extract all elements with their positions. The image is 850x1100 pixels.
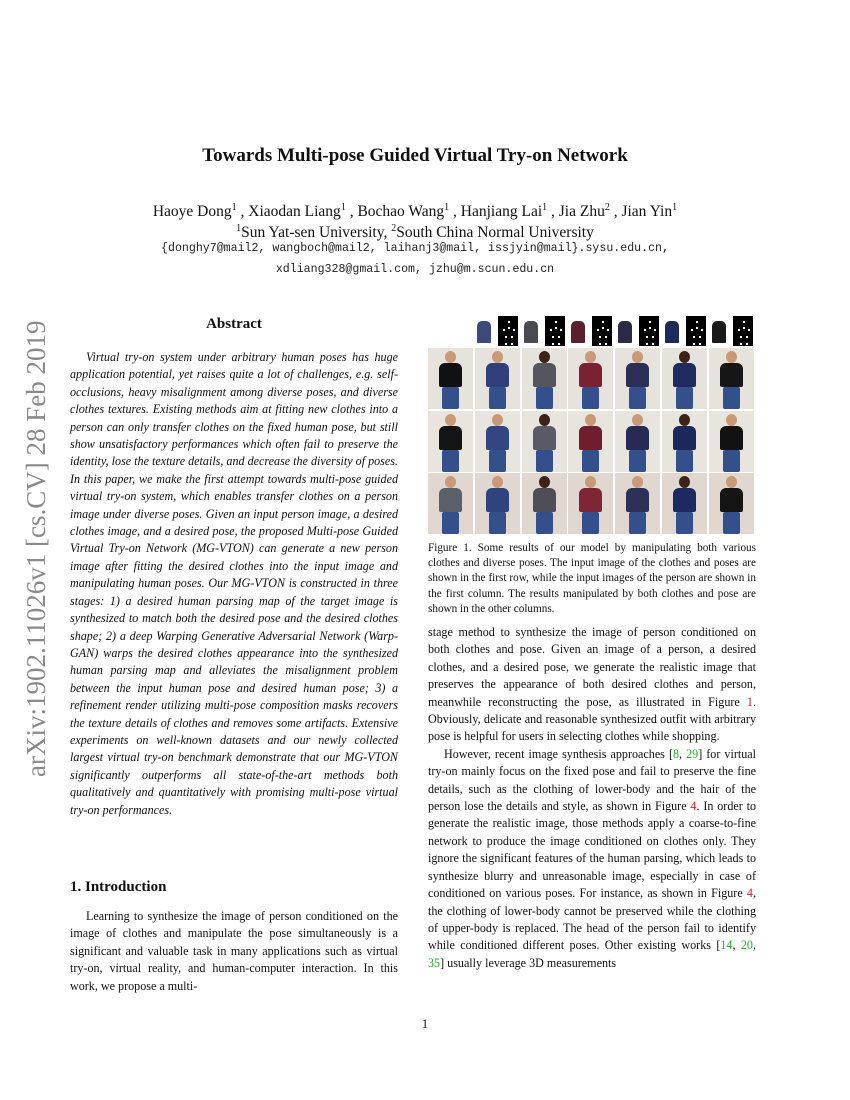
result-image-cell (709, 348, 754, 409)
person-legs (442, 387, 459, 409)
person-head (539, 476, 550, 488)
citation-link[interactable]: 20 (740, 938, 753, 953)
p2-text-c: . In order to generate the realistic image, those methods apply a coarse-to-fine network to produce the image conditioned on clothes only. They ignore the significant features of the human parsing, which leads to synthesize blurry and unreasonable image, especially in case of conditioned on various poses. For instance, as shown in Figure (428, 799, 757, 901)
person-head (585, 414, 596, 426)
figure-1 (428, 316, 756, 538)
person-top (720, 426, 743, 450)
person-head (679, 351, 690, 363)
person-head (632, 414, 643, 426)
person-legs (442, 450, 459, 472)
pose-keypoint (508, 327, 510, 329)
pose-keypoint (693, 343, 695, 345)
person-legs (676, 450, 693, 472)
aff-mark-1: 1 (236, 223, 242, 234)
person-top (439, 488, 462, 512)
pose-keypoint (652, 343, 654, 345)
citation-link[interactable]: 29 (686, 746, 699, 761)
person-top (673, 426, 696, 450)
person-top (579, 426, 602, 450)
citation-link[interactable]: 8 (672, 746, 680, 761)
pose-keypoint (605, 343, 607, 345)
pose-keypoint (513, 329, 515, 331)
person-legs (536, 450, 553, 472)
person-legs (676, 512, 693, 534)
page-number: 1 (421, 1017, 429, 1031)
shirt-shape (571, 321, 585, 343)
pose-keypoint (746, 336, 748, 338)
person-top (579, 488, 602, 512)
figure-ref-link[interactable]: 4 (746, 886, 753, 901)
pose-keypoint (508, 321, 510, 323)
pose-keypoint (505, 343, 507, 345)
person-top (673, 488, 696, 512)
aff-mark-2: 2 (391, 223, 397, 234)
shirt-shape (665, 321, 679, 343)
p1-text-a: stage method to synthesize the image of person conditioned on both clothes and pose. Given an image of a person, a desired clothes, and a desired pose, we generate the realistic image that preserves the appearance of both desired clothes and person, meanwhile reconstructing the pose, as illustrated in Figure (428, 625, 756, 709)
affiliations (60, 219, 770, 243)
person-legs (629, 450, 646, 472)
figure-ref-link[interactable]: 4 (690, 799, 697, 814)
author-name: Hanjiang Lai (460, 203, 543, 221)
author-affiliation-mark: 2 (604, 202, 610, 213)
citation-link[interactable]: 14 (720, 938, 733, 953)
person-top (626, 488, 649, 512)
pose-keypoint (550, 329, 552, 331)
person-legs (723, 387, 740, 409)
person-head (445, 414, 456, 426)
clothes-thumb (521, 316, 541, 346)
person-head (492, 476, 503, 488)
person-head (492, 351, 503, 363)
affiliation-2: South China Normal University (396, 224, 594, 242)
pose-keypoint (511, 343, 513, 345)
pose-keypoint (602, 321, 604, 323)
person-top (626, 363, 649, 387)
email-line-2: xdliang328@gmail.com, jzhu@m.scun.edu.cn (275, 263, 555, 276)
author-affiliation-mark: 1 (444, 202, 450, 213)
person-legs (723, 450, 740, 472)
pose-keypoint (558, 343, 560, 345)
pose-skeleton-thumb (733, 316, 753, 346)
pose-keypoint (748, 329, 750, 331)
author-name: Xiaodan Liang (248, 203, 341, 221)
person-top (439, 426, 462, 450)
author-affiliation-mark: 1 (231, 202, 237, 213)
pose-skeleton-thumb (686, 316, 706, 346)
introduction-heading: 1. Introduction (70, 879, 167, 895)
person-head (726, 351, 737, 363)
pose-keypoint (605, 336, 607, 338)
pose-keypoint (602, 327, 604, 329)
person-head (679, 414, 690, 426)
pose-skeleton-thumb (545, 316, 565, 346)
person-top (673, 363, 696, 387)
pose-keypoint (649, 327, 651, 329)
p2-sep: , (752, 938, 756, 953)
person-top (486, 488, 509, 512)
pose-keypoint (743, 321, 745, 323)
pose-keypoint (746, 343, 748, 345)
citation-link[interactable]: 35 (428, 955, 441, 970)
result-image-cell (522, 348, 567, 409)
person-top (533, 363, 556, 387)
author-affiliation-mark: 1 (672, 202, 678, 213)
person-head (726, 476, 737, 488)
pose-keypoint (696, 321, 698, 323)
person-top (533, 426, 556, 450)
pose-keypoint (696, 327, 698, 329)
author-affiliation-mark: 1 (542, 202, 548, 213)
pose-keypoint (740, 336, 742, 338)
result-image-cell (475, 348, 520, 409)
figure-1-caption: Figure 1. Some results of our model by manipulating both various clothes and diverse poses. The input image of the clothes and poses are shown in the first row, while the input images of the person are shown in the first column. The results manipulated by both clothes and pose are shown in the other columns. (428, 542, 756, 615)
pose-keypoint (597, 329, 599, 331)
author-separator: , (609, 203, 622, 221)
author-name: Jia Zhu (558, 203, 605, 221)
pose-keypoint (652, 336, 654, 338)
result-image-cell (568, 473, 613, 534)
author-separator: , (547, 203, 559, 221)
clothes-thumb (709, 316, 729, 346)
result-image-cell (568, 411, 613, 472)
person-legs (629, 387, 646, 409)
result-image-cell (662, 473, 707, 534)
affiliation-1: Sun Yat-sen University, (241, 224, 392, 242)
author-name: Bochao Wang (357, 203, 445, 221)
email-line-1: {donghy7@mail2, wangboch@mail2, laihanj3@mail, issjyin@mail}.sysu.edu.cn, (161, 242, 669, 255)
person-top (626, 426, 649, 450)
p2-sep: , (732, 938, 741, 953)
figure-input-row (474, 316, 756, 348)
person-head (585, 351, 596, 363)
pose-keypoint (552, 336, 554, 338)
pose-keypoint (560, 329, 562, 331)
pose-keypoint (691, 329, 693, 331)
pose-keypoint (511, 336, 513, 338)
person-head (679, 476, 690, 488)
pose-skeleton-thumb (639, 316, 659, 346)
p2-text-a: However, recent image synthesis approaches [ (444, 746, 673, 761)
clothes-thumb (474, 316, 494, 346)
shirt-shape (712, 321, 726, 343)
figure-result-grid (428, 348, 756, 536)
result-image-cell (662, 348, 707, 409)
p1-text-b: . Obviously, delicate and reasonable synthesized outfit with arbitrary pose is helpful for users in selecting clothes while shopping. (428, 694, 756, 744)
p2-text-d: , the clothing of lower-body cannot be preserved while the clothing of upper-body is replaced. The head of the person fail to identify while conditioned different poses. Other existing works [ (428, 886, 756, 953)
pose-keypoint (740, 343, 742, 345)
right-column-text (428, 624, 756, 972)
author-affiliation-mark: 1 (340, 202, 346, 213)
result-image-cell (522, 411, 567, 472)
p2-text-b: ] for virtual try-on mainly focus on the fixed pose and fail to preserve the fine details, such as the clothing of lower-body and the hair of the person lose the details and style, as shown in Figure (428, 746, 757, 814)
paragraph-1 (428, 624, 756, 746)
person-head (632, 476, 643, 488)
person-legs (489, 512, 506, 534)
person-top (486, 426, 509, 450)
person-legs (723, 512, 740, 534)
person-legs (582, 512, 599, 534)
result-image-cell (662, 411, 707, 472)
pose-keypoint (699, 343, 701, 345)
person-head (492, 414, 503, 426)
paragraph-2 (428, 746, 756, 972)
clothes-thumb (662, 316, 682, 346)
author-separator: , (449, 203, 461, 221)
figure-ref-link[interactable]: 1 (746, 694, 753, 709)
pose-keypoint (599, 343, 601, 345)
pose-keypoint (654, 329, 656, 331)
pose-keypoint (552, 343, 554, 345)
paper-title: Towards Multi-pose Guided Virtual Try-on Network (202, 145, 628, 166)
person-legs (536, 387, 553, 409)
p2-text-e: ] usually leverage 3D measurements (440, 955, 617, 970)
person-legs (582, 450, 599, 472)
result-image-cell (475, 411, 520, 472)
result-image-cell (568, 348, 613, 409)
author-separator: , (345, 203, 358, 221)
person-head (585, 476, 596, 488)
pose-keypoint (693, 336, 695, 338)
person-top (720, 488, 743, 512)
person-top (579, 363, 602, 387)
person-legs (629, 512, 646, 534)
person-head (632, 351, 643, 363)
result-image-cell (428, 411, 473, 472)
pose-keypoint (738, 329, 740, 331)
pose-keypoint (555, 321, 557, 323)
pose-keypoint (607, 329, 609, 331)
pose-keypoint (646, 343, 648, 345)
person-head (539, 414, 550, 426)
abstract-heading: Abstract (206, 316, 262, 332)
person-legs (676, 387, 693, 409)
pose-keypoint (699, 336, 701, 338)
person-legs (536, 512, 553, 534)
person-top (439, 363, 462, 387)
person-head (539, 351, 550, 363)
p2-sep: , (679, 746, 687, 761)
result-image-cell (709, 473, 754, 534)
person-legs (489, 450, 506, 472)
pose-keypoint (646, 336, 648, 338)
author-separator: , (236, 203, 249, 221)
person-legs (442, 512, 459, 534)
pose-skeleton-thumb (498, 316, 518, 346)
person-head (445, 476, 456, 488)
clothes-thumb (568, 316, 588, 346)
shirt-shape (524, 321, 538, 343)
pose-keypoint (599, 336, 601, 338)
result-image-cell (475, 473, 520, 534)
pose-skeleton-thumb (592, 316, 612, 346)
result-image-cell (615, 411, 660, 472)
pose-keypoint (558, 336, 560, 338)
person-top (486, 363, 509, 387)
pose-keypoint (555, 327, 557, 329)
result-image-cell (522, 473, 567, 534)
shirt-shape (477, 321, 491, 343)
result-image-cell (428, 348, 473, 409)
pose-keypoint (701, 329, 703, 331)
pose-keypoint (503, 329, 505, 331)
clothes-thumb (615, 316, 635, 346)
result-image-cell (709, 411, 754, 472)
result-image-cell (615, 348, 660, 409)
abstract-text: Virtual try-on system under arbitrary human poses has huge application potential, yet raises quite a lot of challenges, e.g. self-occlusions, heavy misalignment among diverse poses, and diverse clothes textures. Existing methods aim at fitting new clothes into a person can only transfer clothes on the fixed human pose, but still show unsatisfactory performances which often fail to preserve the identity, lose the texture details, and decrease the diversity of poses. In this paper, we make the first attempt towards multi-pose guided virtual try-on system, which enables transfer clothes on a person image under diverse poses. Given an input person image, a desired clothes image, and a desired pose, the proposed Multi-pose Guided Virtual Try-on Network (MG-VTON) can generate a new person image after fitting the desired clothes into the input image and manipulating human poses. Our MG-VTON is constructed in three stages: 1) a desired human parsing map of the target image is synthesized to match both the desired pose and the desired clothes shape; 2) a deep Warping Generative Adversarial Network (Warp-GAN) warps the desired clothes appearance into the synthesized human parsing map and alleviates the misalignment problem between the input human pose and desired human pose; 3) a refinement render utilizing multi-pose composition masks recovers the texture details of clothes and removes some artifacts. Extensive experiments on well-known datasets and our newly collected largest virtual try-on benchmark demonstrate that our MG-VTON significantly outperforms all state-of-the-art methods both qualitatively and quantitatively with promising multi-pose virtual try-on performances. (70, 350, 398, 817)
pose-keypoint (505, 336, 507, 338)
person-head (726, 414, 737, 426)
person-legs (582, 387, 599, 409)
author-name: Haoye Dong (152, 203, 232, 221)
author-name: Jian Yin (621, 203, 673, 221)
shirt-shape (618, 321, 632, 343)
person-head (445, 351, 456, 363)
pose-keypoint (743, 327, 745, 329)
introduction-text: Learning to synthesize the image of person conditioned on the image of clothes and manipulate the pose simultaneously is a significant and valuable task in many applications such as virtual try-on, virtual reality, and human-computer interaction. In this work, we propose a multi- (70, 909, 398, 993)
result-image-cell (615, 473, 660, 534)
person-top (533, 488, 556, 512)
pose-keypoint (649, 321, 651, 323)
arxiv-stamp: arXiv:1902.11026v1 [cs.CV] 28 Feb 2019 (21, 320, 51, 777)
pose-keypoint (644, 329, 646, 331)
person-top (720, 363, 743, 387)
person-legs (489, 387, 506, 409)
result-image-cell (428, 473, 473, 534)
